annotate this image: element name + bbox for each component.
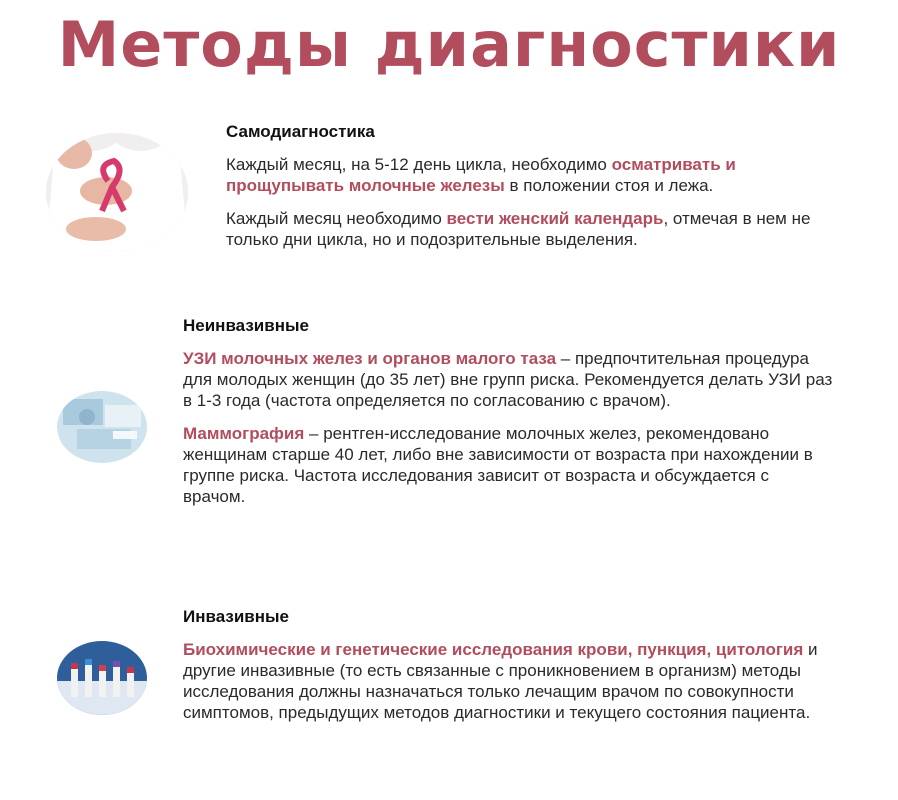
pink-ribbon-photo-icon (46, 133, 188, 251)
section-self-diagnosis (226, 122, 834, 262)
paragraph: УЗИ молочных желез и органов малого таза – предпочтительная процедура для молодых женщин (до 35 лет) вне групп риска. Рекомендуется делать УЗИ раз в 1-3 года (частота определяется по согласованию с врачом). (183, 349, 833, 410)
ultrasound-equipment-photo-icon (57, 391, 147, 463)
paragraph: Каждый месяц, на 5-12 день цикла, необходимо осматривать и прощупывать молочные железы в положении стоя и лежа. (226, 155, 736, 195)
section-heading: Инвазивные (183, 607, 289, 626)
paragraph: Каждый месяц необходимо вести женский календарь, отмечая в нем не только дни цикла, но и подозрительные выделения. (226, 209, 811, 249)
section-heading: Неинвазивные (183, 316, 309, 335)
paragraph: Биохимические и генетические исследования крови, пункция, цитология и другие инвазивные (то есть связанные с проникновением в организм) методы исследования должны назначаться только лечащим врачом по совокупности симптомов, предыдущих методов диагностики и текущего состояния пациента. (183, 640, 818, 722)
paragraph: Маммография – рентген-исследование молочных желез, рекомендовано женщинам старше 40 лет, либо вне зависимости от возраста при нахождении в группе риска. Частота исследования зависит от возраста и обсуждается с врачом. (183, 424, 813, 506)
lab-test-tubes-photo-icon (57, 641, 147, 715)
page-title: Методы диагностики (57, 8, 841, 81)
section-heading: Самодиагностика (226, 122, 375, 141)
section-noninvasive (183, 316, 833, 519)
section-invasive (183, 607, 847, 735)
